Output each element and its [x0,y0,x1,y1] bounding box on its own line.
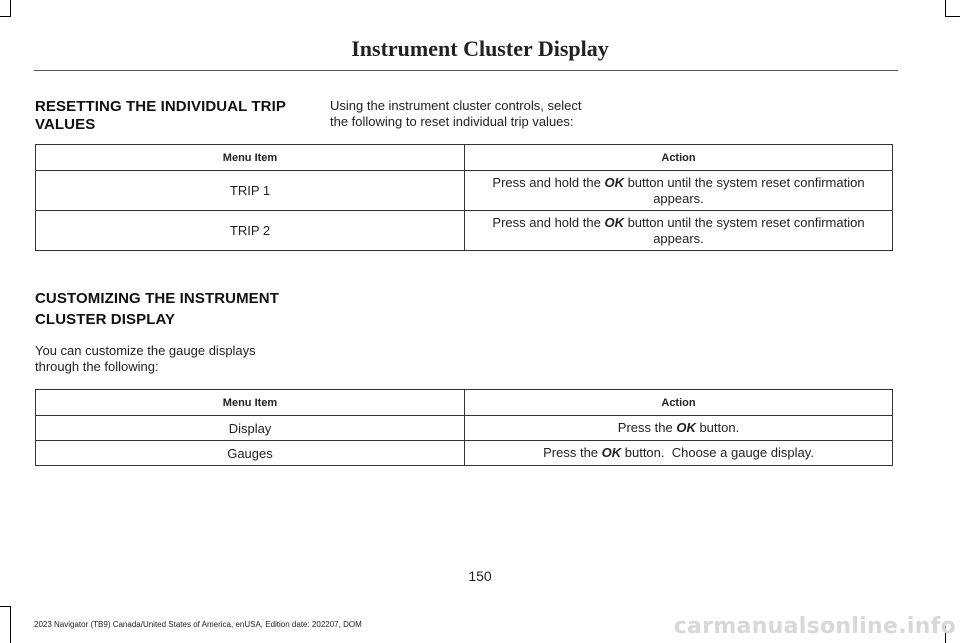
action-text: appears. [653,230,704,246]
action-text: Press and hold the [492,214,605,230]
action-cell [465,416,893,441]
crop-mark-top-right-v [945,0,946,16]
action-cell [465,441,893,466]
crop-mark-top-left-h [0,16,11,17]
heading-line: CLUSTER DISPLAY [35,311,176,328]
table-row [36,211,893,251]
column-header-action: Action [465,145,893,171]
gauge-display-table [35,389,893,466]
page-number: 150 [468,568,492,584]
action-text: button. Choose a gauge display. [621,445,814,460]
crop-mark-bottom-left-v [10,606,11,643]
action-cell [465,211,893,251]
action-text: Press the [543,445,602,460]
ok-key-label: OK [604,214,624,230]
action-text: button until the system reset confirmation [623,174,865,190]
heading-line: CUSTOMIZING THE INSTRUMENT [35,290,279,307]
ok-key-label: OK [601,445,622,460]
menu-item-cell: Display [36,416,465,441]
action-text: button. [695,420,740,435]
section2-intro [35,343,256,375]
table-header-row [36,145,893,171]
trip-reset-table [35,144,893,251]
watermark-logo: carmanualsonline.info [673,614,956,639]
table-header-row [36,390,893,416]
table-row [36,416,893,441]
column-header-menu-item: Menu Item [36,145,465,171]
menu-item-cell: TRIP 2 [36,211,465,251]
action-text: button until the system reset confirmation [623,214,865,230]
table-row [36,171,893,211]
ok-key-label: OK [604,174,624,190]
action-text: Press the [617,420,677,435]
section-heading-customizing-display [35,288,279,330]
intro-line: Using the instrument cluster controls, select [330,98,582,113]
header-divider [34,70,898,71]
column-header-menu-item: Menu Item [36,390,465,416]
table-row [36,441,893,466]
action-text: Press and hold the [492,174,605,190]
menu-item-cell: Gauges [36,441,465,466]
heading-line: VALUES [35,116,96,133]
heading-line: RESETTING THE INDIVIDUAL TRIP [35,98,286,115]
crop-mark-top-right-h [945,16,960,17]
intro-line: the following to reset individual trip values: [330,114,574,129]
page-header-title: Instrument Cluster Display [351,36,609,61]
intro-line: through the following: [35,359,159,374]
action-cell [465,171,893,211]
column-header-action: Action [465,390,893,416]
section1-intro [330,98,581,130]
ok-key-label: OK [676,420,696,435]
action-text: appears. [653,190,704,206]
crop-mark-top-left-v [10,0,11,16]
section-heading-resetting-trip [35,98,286,134]
edition-footer: 2023 Navigator (TB9) Canada/United States of America, enUSA, Edition date: 202207, DOM [34,620,362,629]
menu-item-cell: TRIP 1 [36,171,465,211]
crop-mark-bottom-left-h [0,606,11,607]
intro-line: You can customize the gauge displays [35,343,256,358]
